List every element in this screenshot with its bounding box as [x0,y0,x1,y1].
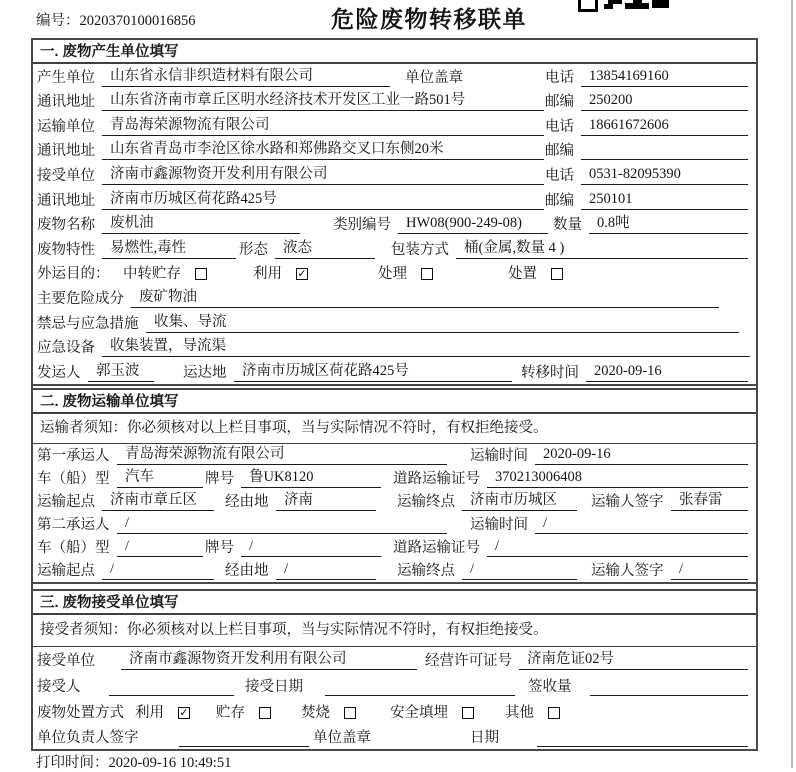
plate2-field [205,536,381,557]
transport-time1-value: 2020-09-16 [535,446,748,465]
equipment-field [37,334,750,357]
trait-label: 废物特性 [37,241,95,258]
via1-field [225,488,376,511]
section-producer [33,40,756,384]
vehicle2-row [33,536,756,559]
disposal-label: 废物处置方式 [37,704,124,721]
producer-address-value: 山东省济南市章丘区明水经济技术开发区工业一路501号 [102,88,544,111]
acceptor-row [33,672,756,698]
second-carrier-row [33,513,756,536]
producer-field [37,64,390,87]
purpose-option-dispose: 处置 [508,262,563,283]
plate-label: 牌号 [205,470,234,487]
unit-seal-label: 单位盖章 [313,730,371,747]
taboo-label: 禁忌与应急措施 [37,315,139,332]
transporter-value: 青岛海荣源物流有限公司 [102,113,544,136]
receiver-phone-value: 0531-82095390 [581,166,748,185]
producer-label: 产生单位 [37,69,95,86]
category-field [333,213,548,234]
first-carrier-value: 青岛海荣源物流有限公司 [117,442,447,465]
first-carrier-field [37,442,447,465]
second-carrier-value: / [117,515,447,534]
disposal-option-storage: 贮存 [216,701,271,722]
end-label: 运输终点 [397,493,455,510]
waste-name-label: 废物名称 [37,217,95,234]
end-label: 运输终点 [397,562,455,579]
transporter-phone-field [545,115,748,136]
producer-value: 山东省永信非织造材料有限公司 [102,64,390,87]
disposal-option-utilize: 利用 ✓ [135,704,189,721]
producer-phone-field [545,66,748,87]
accept-date-field [245,675,515,696]
checkbox-icon [462,707,474,719]
license2-field [393,536,748,557]
amount-value [590,678,748,696]
receiver-address-value: 济南市历城区荷花路425号 [102,187,544,210]
transport-time-label: 运输时间 [470,516,528,533]
address-label: 通讯地址 [37,192,95,209]
vehicle1-row [33,467,756,490]
transport-time1-field [470,444,748,465]
section2-title: 二. 废物运输单位填写 [33,390,756,414]
checkbox-icon [551,268,563,280]
vehicle1-field [37,465,203,488]
phone-label: 电话 [545,167,574,184]
taboo-row [33,310,756,335]
packing-label: 包装方式 [391,241,449,258]
qr-code-fragment-icon [576,0,676,14]
via-label: 经由地 [225,493,269,510]
zip-label: 邮编 [545,94,574,111]
waste-name-row [33,212,756,237]
section1-title: 一. 废物产生单位填写 [33,40,756,64]
purpose-label: 外运目的： [37,266,110,283]
route1-row [33,490,756,513]
hazard-row [33,285,756,310]
plate1-field [205,465,381,488]
acceptor-label: 接受人 [37,679,81,696]
via-label: 经由地 [225,562,269,579]
second-carrier-field [37,513,447,534]
chief-sign-row [33,724,756,750]
date-value [537,729,748,747]
road-license-label: 道路运输证号 [393,470,480,487]
receiver-zip-value: 250101 [581,191,748,210]
hazard-label: 主要危险成分 [37,290,124,307]
via2-value: / [276,561,376,580]
sign2-value: / [671,561,748,580]
document-number-label: 编号： [36,13,80,29]
receiver-row [33,162,756,187]
waste-name-value: 废机油 [102,211,300,234]
address-label: 通讯地址 [37,143,95,160]
transport-time-label: 运输时间 [470,447,528,464]
acceptor-field [37,675,234,696]
section3-title: 三. 废物接受单位填写 [33,591,756,615]
second-carrier-label: 第二承运人 [37,516,110,533]
quantity-value: 0.8吨 [589,211,748,234]
transfer-time-value: 2020-09-16 [586,363,748,382]
hazard-value: 废矿物油 [131,285,719,308]
shipper-row [33,359,756,384]
waste-trait-row [33,236,756,261]
transporter-address-value: 山东省青岛市李沧区徐水路和郑佛路交叉口东侧20米 [102,137,544,160]
origin1-field [37,488,214,511]
via2-field [225,559,376,580]
waste-name-field [37,211,300,234]
receiver-notice: 接受者须知：你必须核对以上栏目事项，当与实际情况不符时，有权拒绝接受。 [33,615,756,647]
shipper-field [37,359,154,382]
quantity-label: 数量 [553,217,582,234]
form-field [239,236,375,259]
section-divider [33,582,756,591]
purpose-row [33,261,756,286]
accept-unit-value: 济南市鑫源物资开发利用有限公司 [121,647,417,670]
origin-label: 运输起点 [37,562,95,579]
checkbox-checked-icon: ✓ [179,705,189,719]
transporter-row [33,113,756,138]
equipment-row [33,335,756,360]
road-license-label: 道路运输证号 [393,539,480,556]
producer-address-row [33,89,756,114]
receiver-address-field [37,187,544,210]
receiver-label: 接受单位 [37,167,95,184]
permit-field [425,647,748,670]
page-title: 危险废物转移联单 [331,6,527,32]
sign1-value: 张春雷 [671,488,748,511]
vehicle-type-label: 车（船）型 [37,539,110,556]
accept-date-label: 接受日期 [245,679,303,696]
purpose-option-treat: 处理 [378,262,433,283]
zip-label: 邮编 [545,143,574,160]
vehicle1-value: 汽车 [117,465,203,488]
via1-value: 济南 [276,488,376,511]
transport-time2-field [470,513,748,534]
document-number-value: 2020370100016856 [79,13,196,29]
receiver-zip-field [545,189,748,210]
chief-sign-field [37,726,309,747]
transporter-field [37,113,544,136]
address-label: 通讯地址 [37,94,95,111]
hazard-field [37,285,719,308]
unit-seal-label: 单位盖章 [405,69,463,86]
carrier-sign-label: 运输人签字 [591,493,664,510]
producer-zip-value: 250200 [581,92,748,111]
print-time [36,751,231,772]
producer-phone-value: 13854169160 [581,68,748,87]
license1-value: 370213006408 [487,469,748,488]
origin1-value: 济南市章丘区 [102,488,214,511]
transport-time2-value: / [535,515,748,534]
vehicle2-value: / [117,538,203,557]
vehicle-type-label: 车（船）型 [37,470,110,487]
document-header [0,0,796,38]
transporter-zip-field [545,139,748,160]
disposal-option-landfill: 安全填埋 [390,701,474,722]
shipper-label: 发运人 [37,364,81,381]
section-transport [33,390,756,582]
packing-value: 桶(金属,数量 4 ) [456,236,748,259]
route2-row [33,559,756,582]
first-carrier-row [33,444,756,467]
acceptor-value [109,678,234,696]
first-carrier-label: 第一承运人 [37,447,110,464]
vehicle2-field [37,536,203,557]
disposal-option-incinerate: 焚烧 [301,701,356,722]
section-receive [33,591,756,750]
shipper-value: 郭玉波 [88,359,154,382]
license2-value: / [487,538,748,557]
accept-date-value [325,678,515,696]
zip-label: 邮编 [545,192,574,209]
origin-label: 运输起点 [37,493,95,510]
category-label: 类别编号 [333,217,391,234]
end1-field [397,488,577,511]
end1-value: 济南市历城区 [462,488,577,511]
checkbox-icon [421,268,433,280]
destination-value: 济南市历城区荷花路425号 [234,359,512,382]
destination-field [183,359,512,382]
destination-label: 运达地 [183,364,227,381]
sign2-field [591,559,748,580]
origin2-field [37,559,214,580]
purpose-option-transfer-storage: 中转贮存 [123,262,207,283]
origin2-value: / [102,561,214,580]
form-value: 液态 [275,236,375,259]
document-number [36,9,196,30]
transfer-time-label: 转移时间 [521,364,579,381]
license1-field [393,467,748,488]
end2-value: / [462,561,577,580]
end2-field [397,559,577,580]
trait-value: 易燃性,毒性 [102,236,236,259]
transporter-notice: 运输者须知：你必须核对以上栏目事项，当与实际情况不符时，有权拒绝接受。 [33,414,756,444]
receiver-field [37,162,544,185]
permit-label: 经营许可证号 [425,653,512,670]
phone-label: 电话 [545,69,574,86]
quantity-field [553,211,748,234]
amount-label: 签收量 [528,679,572,696]
producer-row [33,64,756,89]
accept-unit-row [33,647,756,673]
checkbox-icon [548,707,560,719]
plate2-value: / [241,538,381,557]
producer-zip-field [545,90,748,111]
checkbox-icon [344,707,356,719]
category-value: HW08(900-249-08) [398,215,548,234]
checkbox-icon [195,268,207,280]
receiver-address-row [33,187,756,212]
amount-field [528,675,748,696]
chief-sign-label: 单位负责人签字 [37,730,139,747]
taboo-field [37,310,739,333]
equipment-value: 收集装置，导流渠 [102,334,750,357]
accept-unit-field [37,647,417,670]
permit-value: 济南危证02号 [519,647,748,670]
plate1-value: 鲁UK8120 [241,465,381,488]
transporter-address-field [37,137,544,160]
unit-seal-field [405,66,470,87]
transporter-label: 运输单位 [37,118,95,135]
chief-sign-value [179,729,309,747]
purpose-option-utilize: 利用 ✓ [253,266,307,283]
print-time-label: 打印时间： [36,755,109,771]
plate-label: 牌号 [205,539,234,556]
disposal-label-field [37,701,131,722]
taboo-value: 收集、导流 [146,310,739,333]
date-label: 日期 [470,730,499,747]
date-field [470,726,748,747]
unit-seal-field [313,726,378,747]
disposal-row [33,698,756,724]
accept-unit-label: 接受单位 [37,653,95,670]
checkbox-icon [259,707,271,719]
packing-field [391,236,748,259]
trait-field [37,236,236,259]
phone-label: 电话 [545,118,574,135]
carrier-sign-label: 运输人签字 [591,562,664,579]
receiver-phone-field [545,164,748,185]
equipment-label: 应急设备 [37,340,95,357]
transporter-phone-value: 18661672606 [581,117,748,136]
receiver-value: 济南市鑫源物资开发利用有限公司 [102,162,544,185]
disposal-option-other: 其他 [505,701,560,722]
checkbox-checked-icon: ✓ [297,267,307,281]
transfer-time-field [521,361,748,382]
page-edge-line [791,0,793,768]
form-label: 形态 [239,241,268,258]
sign1-field [591,488,748,511]
producer-address-field [37,88,544,111]
transporter-address-row [33,138,756,163]
manifest-table [31,38,758,751]
purpose-label-field [37,262,117,283]
transporter-zip-value [581,142,748,160]
print-time-value: 2020-09-16 10:49:51 [108,755,232,771]
